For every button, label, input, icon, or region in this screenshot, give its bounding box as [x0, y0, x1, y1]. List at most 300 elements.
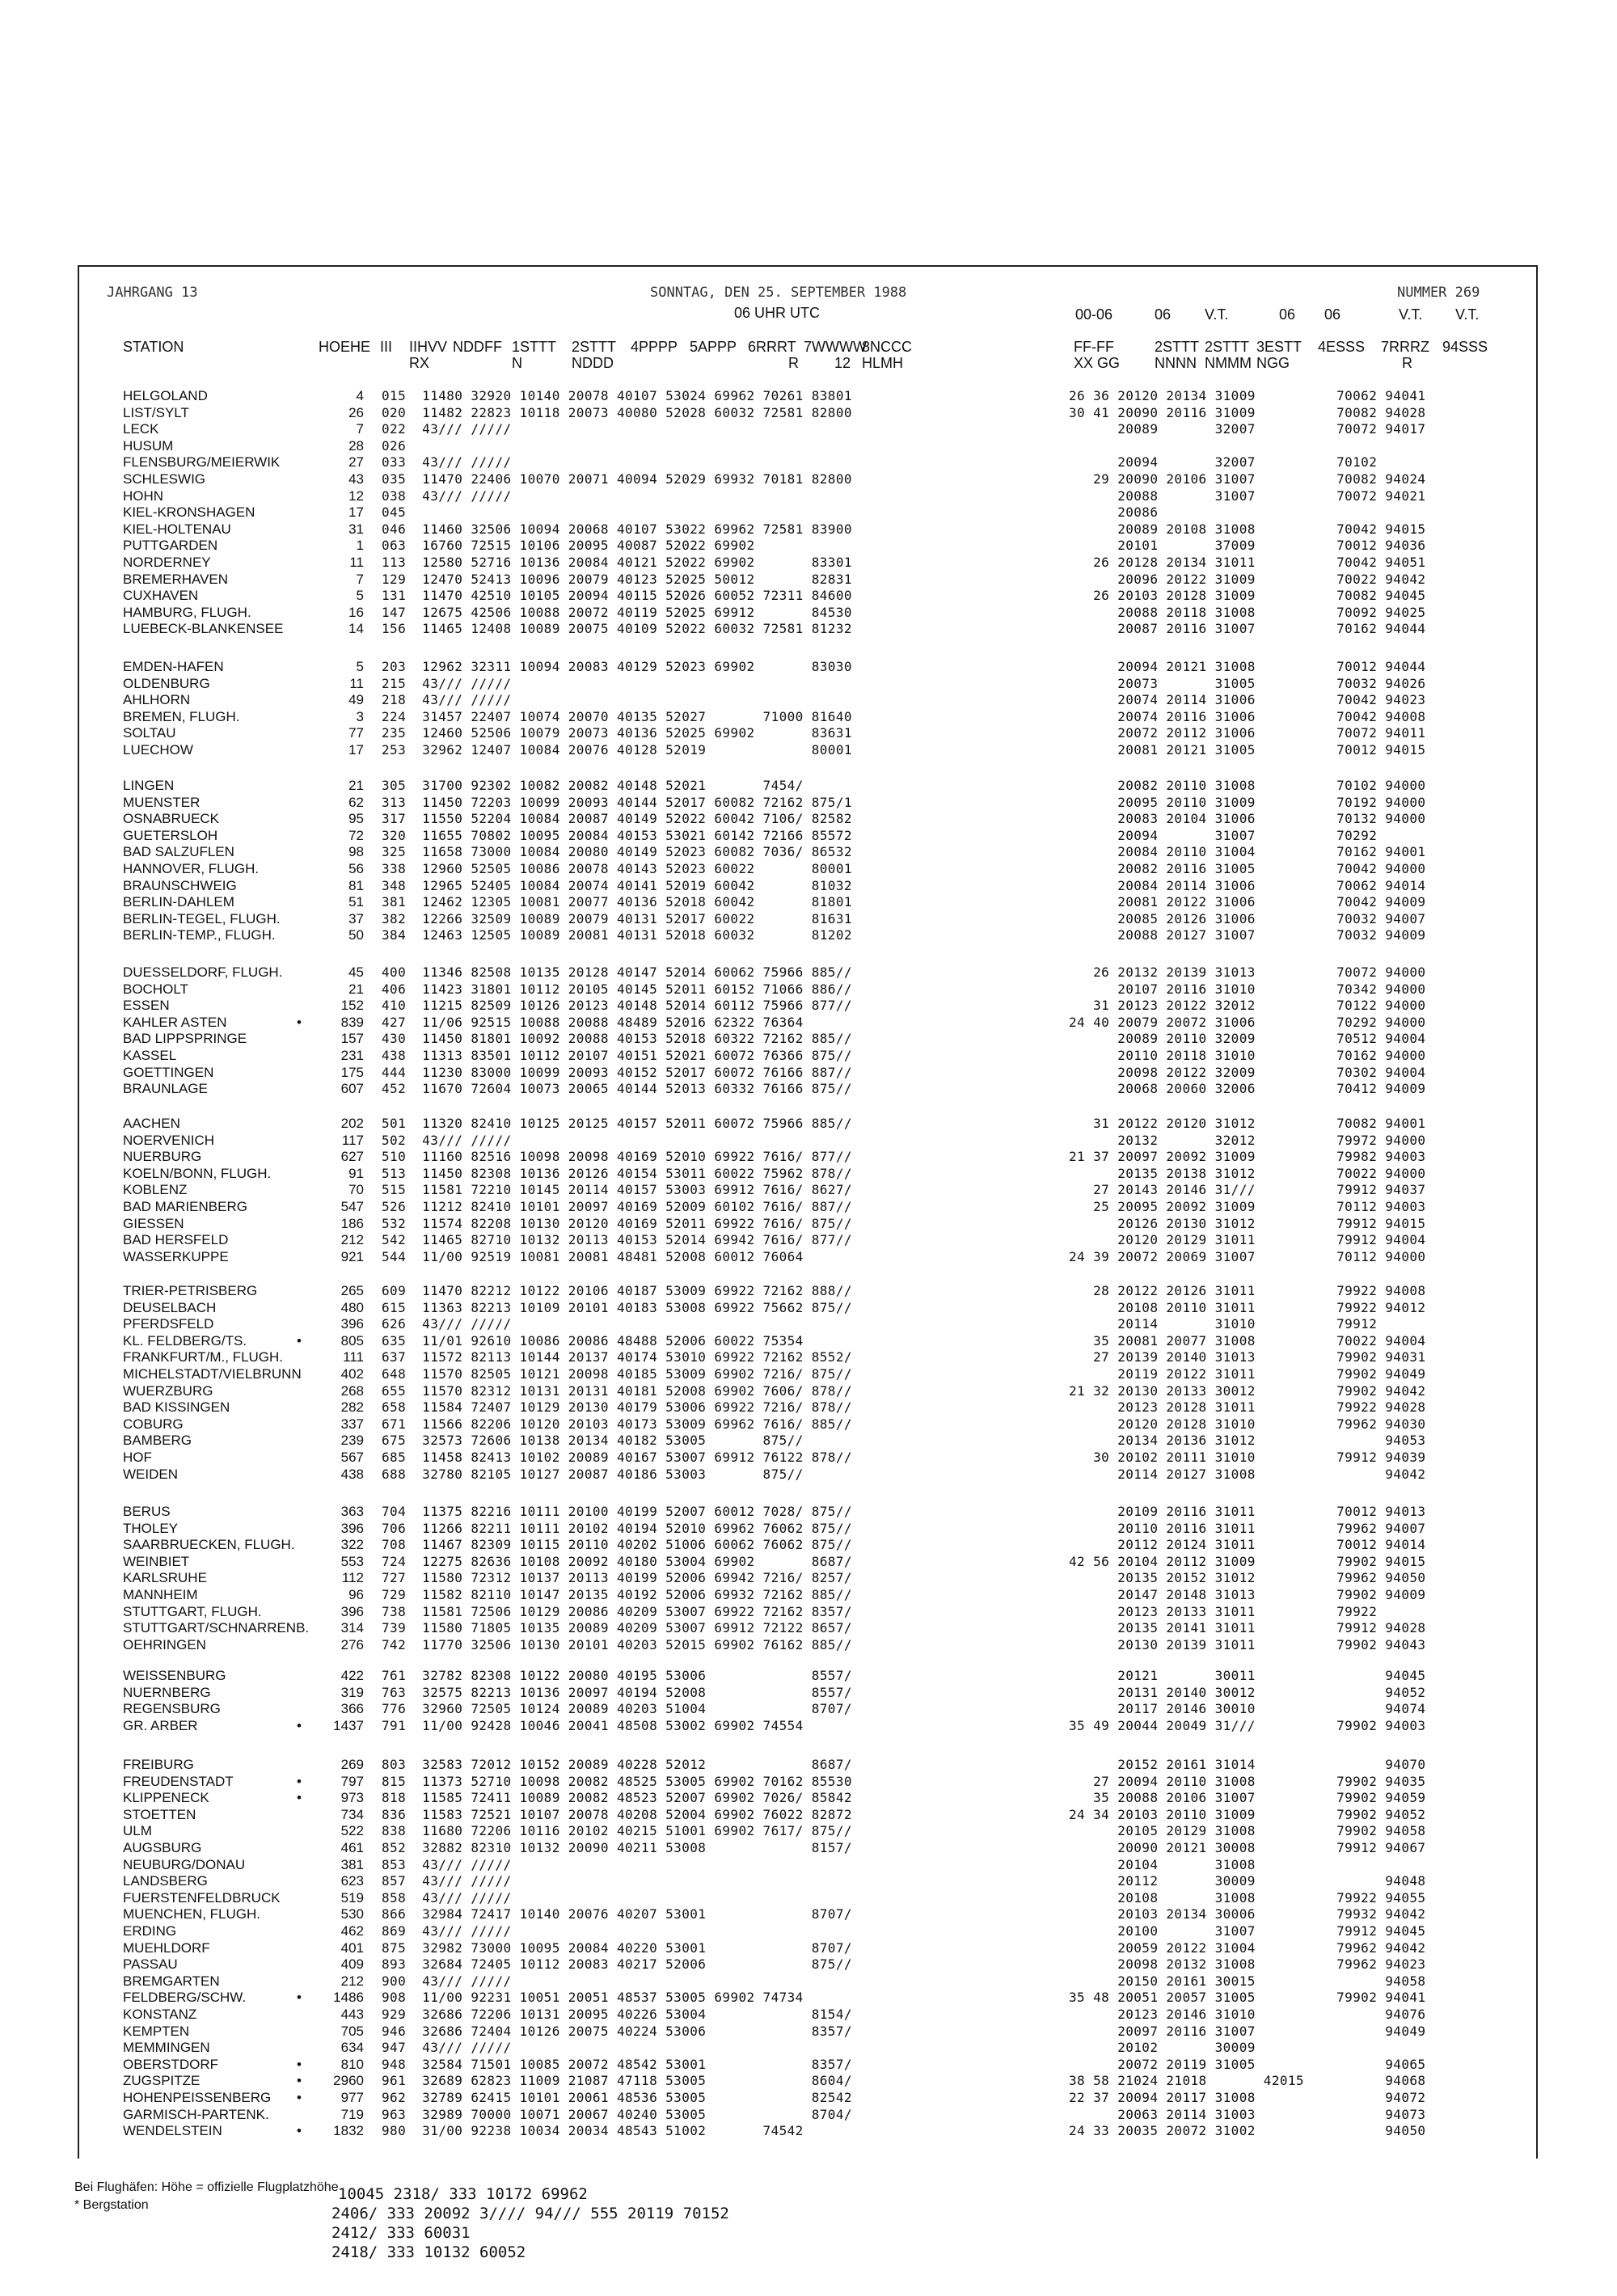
- observation-codes-06utc: 430 11450 81801 10092 20088 40153 52018 60322 72162 885//: [382, 1031, 852, 1046]
- observation-codes-supplement: 24 34 20103 20110 31009 79902 94052: [1069, 1807, 1426, 1822]
- column-header: 7RRRZ: [1381, 339, 1430, 355]
- observation-codes-supplement: 20102 30009: [1069, 2040, 1256, 2055]
- station-name: MUEHLDORF: [123, 1940, 210, 1956]
- mountain-station-marker: •: [297, 2123, 302, 2138]
- station-name: KONSTANZ: [123, 2007, 197, 2022]
- station-name: KL. FELDBERG/TS.: [123, 1333, 247, 1348]
- observation-codes-06utc: 626 43/// /////: [382, 1316, 512, 1332]
- observation-codes-supplement: 20112 20124 31011 70012 94014: [1069, 1537, 1426, 1552]
- station-height: 268: [340, 1383, 364, 1399]
- observation-codes-supplement: 20114 20127 31008 94042: [1069, 1467, 1426, 1482]
- station-name: FRANKFURT/M., FLUGH.: [123, 1349, 284, 1365]
- observation-codes-06utc: 015 11480 32920 10140 20078 40107 53024 69962 70261 83801: [382, 388, 852, 403]
- observation-codes-06utc: 502 43/// /////: [382, 1133, 512, 1148]
- station-height: 314: [340, 1620, 364, 1635]
- observation-codes-supplement: 20100 31007 79912 94045: [1069, 1923, 1426, 1939]
- station-name: NUERNBERG: [123, 1685, 211, 1700]
- station-name: FREIBURG: [123, 1757, 194, 1772]
- observation-codes-06utc: 513 11450 82308 10136 20126 40154 53011 60022 75962 878//: [382, 1166, 852, 1181]
- observation-codes-supplement: 20101 37009 70012 94036: [1069, 538, 1426, 553]
- station-height: 43: [348, 471, 364, 487]
- station-name: WEINBIET: [123, 1554, 190, 1569]
- station-name: BAD SALZUFLEN: [123, 844, 234, 859]
- station-name: BREMEN, FLUGH.: [123, 709, 240, 724]
- station-name: BAD KISSINGEN: [123, 1399, 230, 1415]
- observation-codes-supplement: 20081 20121 31005 70012 94015: [1069, 742, 1426, 758]
- observation-codes-supplement: 20089 32007 70072 94017: [1069, 421, 1426, 437]
- observation-codes-supplement: 20150 20161 30015 94058: [1069, 1973, 1426, 1989]
- station-height: 422: [340, 1668, 364, 1683]
- observation-codes-supplement: 20094 31007 70292: [1069, 828, 1378, 843]
- station-name: KARLSRUHE: [123, 1570, 207, 1585]
- observation-codes-06utc: 869 43/// /////: [382, 1923, 512, 1939]
- observation-codes-supplement: 35 48 20051 20057 31005 79902 94041: [1069, 1990, 1426, 2005]
- observation-codes-supplement: 20074 20114 31006 70042 94023: [1069, 692, 1426, 707]
- station-height: 28: [348, 438, 364, 454]
- observation-codes-supplement: 20084 20114 31006 70062 94014: [1069, 878, 1426, 893]
- station-name: BAMBERG: [123, 1433, 192, 1448]
- observation-codes-06utc: 853 43/// /////: [382, 1857, 512, 1872]
- observation-codes-supplement: 20132 32012 79972 94000: [1069, 1133, 1426, 1148]
- column-header: 5APPP: [690, 339, 737, 355]
- station-name: KAHLER ASTEN: [123, 1015, 227, 1030]
- station-height: 111: [343, 1349, 364, 1365]
- column-subheader: R: [1402, 355, 1412, 371]
- observation-codes-supplement: 20083 20104 31006 70132 94000: [1069, 811, 1426, 826]
- station-height: 567: [340, 1450, 364, 1465]
- observation-codes-06utc: 038 43/// /////: [382, 488, 512, 504]
- observation-codes-supplement: 31 20122 20120 31012 70082 94001: [1069, 1116, 1426, 1131]
- column-header: 94SSS: [1442, 339, 1488, 355]
- observation-codes-supplement: 20147 20148 31013 79902 94009: [1069, 1587, 1426, 1602]
- station-height: 21: [348, 778, 364, 793]
- station-name: BERLIN-DAHLEM: [123, 894, 234, 910]
- station-height: 396: [340, 1316, 364, 1332]
- observation-codes-supplement: 20090 20121 30008 79912 94067: [1069, 1840, 1426, 1855]
- observation-codes-supplement: 20120 20129 31011 79912 94004: [1069, 1232, 1426, 1247]
- station-name: HOF: [123, 1450, 152, 1465]
- station-height: 438: [340, 1467, 364, 1482]
- observation-codes-06utc: 406 11423 31801 10112 20105 40145 52011 60152 71066 886//: [382, 981, 852, 997]
- observation-codes-supplement: 20114 31010 79912: [1069, 1316, 1378, 1332]
- airport-height-note: Bei Flughäfen: Höhe = offizielle Flugplatzhöhe: [74, 2180, 339, 2194]
- observation-codes-supplement: 26 20128 20134 31011 70042 94051: [1069, 555, 1426, 570]
- station-height: 409: [340, 1956, 364, 1972]
- station-height: 152: [340, 998, 364, 1013]
- observation-codes-supplement: 25 20095 20092 31009 70112 94003: [1069, 1199, 1426, 1214]
- issue-number: NUMMER 269: [1397, 285, 1480, 301]
- station-name: SCHLESWIG: [123, 471, 206, 487]
- station-height: 157: [340, 1031, 364, 1046]
- station-height: 973: [340, 1790, 364, 1805]
- station-height: 5: [356, 659, 364, 674]
- station-height: 363: [340, 1504, 364, 1519]
- observation-codes-06utc: 963 32989 70000 10071 20067 40240 53005 8704/: [382, 2107, 852, 2122]
- station-height: 96: [348, 1587, 364, 1602]
- observation-codes-06utc: 763 32575 82213 10136 20097 40194 52008 8557/: [382, 1685, 852, 1700]
- column-header: 2STTT: [572, 339, 617, 355]
- observation-codes-supplement: 20087 20116 31007 70162 94044: [1069, 621, 1426, 636]
- station-height: 462: [340, 1923, 364, 1939]
- station-name: BAD HERSFELD: [123, 1232, 229, 1247]
- observation-codes-supplement: 20082 20110 31008 70102 94000: [1069, 778, 1426, 793]
- observation-codes-06utc: 203 12962 32311 10094 20083 40129 52023 69902 83030: [382, 659, 852, 674]
- station-height: 50: [348, 927, 364, 943]
- observation-codes-06utc: 026: [382, 438, 407, 454]
- observation-codes-supplement: 20135 20138 31012 70022 94000: [1069, 1166, 1426, 1181]
- observation-codes-06utc: 908 11/00 92231 10051 20051 48537 53005 69902 74734: [382, 1990, 804, 2005]
- station-height: 12: [348, 488, 364, 504]
- station-name: HANNOVER, FLUGH.: [123, 861, 260, 876]
- station-height: 623: [340, 1873, 364, 1889]
- column-header: 2STTT: [1205, 339, 1250, 355]
- station-name: LUEBECK-BLANKENSEE: [123, 621, 284, 636]
- station-column-header: STATION: [123, 339, 184, 355]
- observation-codes-supplement: 35 20081 20077 31008 70022 94004: [1069, 1333, 1426, 1348]
- station-name: NEUBURG/DONAU: [123, 1857, 246, 1872]
- observation-codes-supplement: 20109 20116 31011 70012 94013: [1069, 1504, 1426, 1519]
- station-height: 175: [340, 1065, 364, 1080]
- observation-codes-supplement: 20103 20134 30006 79932 94042: [1069, 1906, 1426, 1922]
- station-height: 443: [340, 2007, 364, 2022]
- observation-codes-06utc: 526 11212 82410 10101 20097 40169 52009 60102 7616/ 887//: [382, 1199, 852, 1214]
- hoehe-column-header: HOEHE: [319, 339, 371, 355]
- station-name: OBERSTDORF: [123, 2057, 219, 2072]
- observation-codes-supplement: 35 49 20044 20049 31/// 79902 94003: [1069, 1718, 1426, 1733]
- observation-codes-06utc: 900 43/// /////: [382, 1973, 512, 1989]
- observation-codes-supplement: 20085 20126 31006 70032 94007: [1069, 911, 1426, 926]
- observation-codes-supplement: 20110 20118 31010 70162 94000: [1069, 1048, 1426, 1063]
- observation-codes-supplement: 20086: [1069, 504, 1159, 520]
- mountain-station-marker: •: [297, 2073, 302, 2088]
- observation-codes-supplement: 22 37 20094 20117 31008 94072: [1069, 2090, 1426, 2105]
- observation-codes-06utc: 444 11230 83000 10099 20093 40152 52017 60072 76166 887//: [382, 1065, 852, 1080]
- observation-codes-06utc: 738 11581 72506 10129 20086 40209 53007 69922 72162 8357/: [382, 1604, 852, 1619]
- observation-codes-06utc: 815 11373 52710 10098 20082 48525 53005 69902 70162 85530: [382, 1774, 852, 1789]
- observation-codes-06utc: 313 11450 72203 10099 20093 40144 52017 60082 72162 875/1: [382, 795, 852, 810]
- mountain-station-marker: •: [297, 1790, 302, 1805]
- observation-codes-06utc: 675 32573 72606 10138 20134 40182 53005 875//: [382, 1433, 804, 1448]
- station-height: 5: [356, 588, 364, 603]
- observation-codes-supplement: 20108 20110 31011 79922 94012: [1069, 1300, 1426, 1315]
- station-name: STOETTEN: [123, 1807, 196, 1822]
- mountain-station-marker: •: [297, 1015, 302, 1030]
- station-height: 17: [348, 742, 364, 758]
- station-name: GUETERSLOH: [123, 828, 218, 843]
- station-height: 480: [340, 1300, 364, 1315]
- station-height: 95: [348, 811, 364, 826]
- column-header: 2STTT: [1155, 339, 1200, 355]
- observation-codes-06utc: 727 11580 72312 10137 20113 40199 52006 69942 7216/ 8257/: [382, 1570, 852, 1585]
- station-name: ESSEN: [123, 998, 170, 1013]
- observation-codes-06utc: 501 11320 82410 10125 20125 40157 52011 60072 75966 885//: [382, 1116, 852, 1131]
- observation-codes-supplement: 20089 20108 31008 70042 94015: [1069, 521, 1426, 537]
- station-height: 17: [348, 504, 364, 520]
- station-name: LECK: [123, 421, 159, 437]
- station-name: HELGOLAND: [123, 388, 208, 403]
- observation-codes-06utc: 635 11/01 92610 10086 20086 48488 52006 60022 75354: [382, 1333, 804, 1348]
- station-name: EMDEN-HAFEN: [123, 659, 224, 674]
- observation-codes-06utc: 761 32782 82308 10122 20080 40195 53006 8557/: [382, 1668, 852, 1683]
- station-height: 401: [340, 1940, 364, 1956]
- station-height: 117: [341, 1133, 364, 1148]
- observation-codes-supplement: 26 20103 20128 31009 70082 94045: [1069, 588, 1426, 603]
- station-height: 381: [340, 1857, 364, 1872]
- observation-codes-06utc: 708 11467 82309 10115 20110 40202 51006 60062 76062 875//: [382, 1537, 852, 1552]
- footer-code-line: 10045 2318/ 333 10172 69962: [338, 2185, 588, 2203]
- station-name: OSNABRUECK: [123, 811, 220, 826]
- observation-codes-06utc: 542 11465 82710 10132 20113 40153 52014 69942 7616/ 877//: [382, 1232, 852, 1247]
- station-height: 45: [348, 964, 364, 980]
- observation-codes-supplement: 20104 31008: [1069, 1857, 1256, 1872]
- station-height: 1486: [333, 1990, 364, 2005]
- station-name: LUECHOW: [123, 742, 193, 758]
- station-height: 265: [340, 1283, 364, 1298]
- observation-codes-06utc: 452 11670 72604 10073 20065 40144 52013 60332 76166 875//: [382, 1081, 852, 1096]
- observation-codes-supplement: 20095 20110 31009 70192 94000: [1069, 795, 1426, 810]
- station-name: WENDELSTEIN: [123, 2123, 222, 2138]
- station-height: 51: [348, 894, 364, 910]
- station-name: GOETTINGEN: [123, 1065, 214, 1080]
- observation-codes-supplement: 20120 20128 31010 79962 94030: [1069, 1416, 1426, 1432]
- station-name: OLDENBURG: [123, 676, 210, 691]
- group-header: V.T.: [1205, 306, 1229, 323]
- observation-codes-06utc: 305 31700 92302 10082 20082 40148 52021 7454/: [382, 778, 804, 793]
- station-name: GR. ARBER: [123, 1718, 198, 1733]
- station-name: NUERBURG: [123, 1149, 202, 1164]
- observation-codes-supplement: 35 20088 20106 31007 79902 94059: [1069, 1790, 1426, 1805]
- station-height: 3: [356, 709, 364, 724]
- observation-codes-06utc: 729 11582 82110 10147 20135 40192 52006 69932 72162 885//: [382, 1587, 852, 1602]
- observation-codes-supplement: 20096 20122 31009 70022 94042: [1069, 572, 1426, 587]
- observation-codes-06utc: 063 16760 72515 10106 20095 40087 52022 69902: [382, 538, 755, 553]
- observation-codes-06utc: 046 11460 32506 10094 20068 40107 53022 69962 72581 83900: [382, 521, 852, 537]
- station-name: LIST/SYLT: [123, 405, 189, 420]
- mountain-station-marker: •: [297, 2090, 302, 2105]
- station-name: KOELN/BONN, FLUGH.: [123, 1166, 272, 1181]
- station-height: 1832: [333, 2123, 364, 2138]
- observation-codes-06utc: 688 32780 82105 10127 20087 40186 53003 875//: [382, 1467, 804, 1482]
- column-subheader: N: [512, 355, 522, 371]
- station-name: HAMBURG, FLUGH.: [123, 605, 251, 620]
- station-name: KASSEL: [123, 1048, 177, 1063]
- observation-codes-06utc: 929 32686 72206 10131 20095 40226 53004 8154/: [382, 2007, 852, 2022]
- station-height: 366: [340, 1701, 364, 1716]
- observation-codes-supplement: 20088 20127 31007 70032 94009: [1069, 927, 1426, 943]
- station-name: HOHENPEISSENBERG: [123, 2090, 272, 2105]
- column-header: 4ESSS: [1318, 339, 1366, 355]
- group-header: V.T.: [1455, 306, 1480, 323]
- observation-codes-06utc: 020 11482 22823 10118 20073 40080 52028 60032 72581 82800: [382, 405, 852, 420]
- station-height: 72: [348, 828, 364, 843]
- group-header: 06: [1155, 306, 1172, 323]
- station-height: 805: [340, 1333, 364, 1348]
- station-name: KEMPTEN: [123, 2024, 190, 2039]
- observation-codes-06utc: 317 11550 52204 10084 20087 40149 52022 60042 7106/ 82582: [382, 811, 852, 826]
- observation-codes-supplement: 21 37 20097 20092 31009 79982 94003: [1069, 1149, 1426, 1164]
- station-height: 276: [340, 1637, 364, 1652]
- observation-codes-06utc: 147 12675 42506 10088 20072 40119 52025 69912 84530: [382, 605, 852, 620]
- observation-codes-06utc: 035 11470 22406 10070 20071 40094 52029 69932 70181 82800: [382, 471, 852, 487]
- station-height: 26: [348, 405, 364, 420]
- station-height: 282: [340, 1399, 364, 1415]
- observation-codes-supplement: 38 58 21024 21018 42015 94068: [1069, 2073, 1426, 2088]
- observation-codes-supplement: 20108 31008 79922 94055: [1069, 1890, 1426, 1906]
- observation-codes-supplement: 29 20090 20106 31007 70082 94024: [1069, 471, 1426, 487]
- station-name: STUTTGART/SCHNARRENB.: [123, 1620, 310, 1635]
- station-name: MUENSTER: [123, 795, 201, 810]
- observation-codes-supplement: 20072 20112 31006 70072 94011: [1069, 725, 1426, 741]
- observation-codes-06utc: 325 11658 73000 10084 20080 40149 52023 60082 7036/ 86532: [382, 844, 852, 859]
- observation-codes-06utc: 129 12470 52413 10096 20079 40123 52025 50012 82831: [382, 572, 852, 587]
- station-name: MANNHEIM: [123, 1587, 198, 1602]
- station-name: PASSAU: [123, 1956, 178, 1972]
- observation-codes-06utc: 131 11470 42510 10105 20094 40115 52026 60052 72311 84600: [382, 588, 852, 603]
- observation-codes-supplement: 20088 31007 70072 94021: [1069, 488, 1426, 504]
- mountain-station-marker: •: [297, 1333, 302, 1348]
- station-name: WUERZBURG: [123, 1383, 213, 1399]
- column-header: 1STTT: [512, 339, 557, 355]
- station-name: WEISSENBURG: [123, 1668, 226, 1683]
- observation-codes-06utc: 218 43/// /////: [382, 692, 512, 707]
- observation-codes-supplement: 20094 32007 70102: [1069, 454, 1378, 470]
- observation-codes-06utc: 609 11470 82212 10122 20106 40187 53009 69922 72162 888//: [382, 1283, 852, 1298]
- station-name: ERDING: [123, 1923, 177, 1939]
- station-height: 21: [348, 981, 364, 997]
- observation-codes-supplement: 20063 20114 31003 94073: [1069, 2107, 1426, 2122]
- group-header: 06: [1324, 306, 1341, 323]
- observation-codes-06utc: 381 12462 12305 10081 20077 40136 52018 60042 81801: [382, 894, 852, 910]
- observation-codes-06utc: 706 11266 82211 10111 20102 40194 52010 69962 76062 875//: [382, 1521, 852, 1536]
- station-height: 81: [348, 878, 364, 893]
- observation-codes-06utc: 893 32684 72405 10112 20083 40217 52006 875//: [382, 1956, 852, 1972]
- station-name: MUENCHEN, FLUGH.: [123, 1906, 261, 1922]
- observation-codes-supplement: 20134 20136 31012 94053: [1069, 1433, 1426, 1448]
- station-name: ZUGSPITZE: [123, 2073, 201, 2088]
- station-height: 231: [340, 1048, 364, 1063]
- station-height: 31: [348, 521, 364, 537]
- station-name: DUESSELDORF, FLUGH.: [123, 964, 283, 980]
- observation-codes-supplement: 20073 31005 70032 94026: [1069, 676, 1426, 691]
- observation-codes-06utc: 704 11375 82216 10111 20100 40199 52007 60012 7028/ 875//: [382, 1504, 852, 1519]
- station-name: FUERSTENFELDBRUCK: [123, 1890, 281, 1906]
- station-name: LANDSBERG: [123, 1873, 208, 1889]
- station-name: BOCHOLT: [123, 981, 188, 997]
- observation-codes-06utc: 637 11572 82113 10144 20137 40174 53010 69922 72162 8552/: [382, 1349, 852, 1365]
- station-name: FREUDENSTADT: [123, 1774, 234, 1789]
- station-name: PUTTGARDEN: [123, 538, 218, 553]
- station-name: COBURG: [123, 1416, 184, 1432]
- station-name: THOLEY: [123, 1521, 179, 1536]
- observation-codes-06utc: 739 11580 71805 10135 20089 40209 53007 69912 72122 8657/: [382, 1620, 852, 1635]
- station-name: BERUS: [123, 1504, 171, 1519]
- station-height: 396: [340, 1521, 364, 1536]
- station-name: WEIDEN: [123, 1467, 178, 1482]
- station-height: 402: [340, 1366, 364, 1382]
- station-height: 530: [340, 1906, 364, 1922]
- observation-codes-06utc: 776 32960 72505 10124 20089 40203 51004 8707/: [382, 1701, 852, 1716]
- station-height: 719: [340, 2107, 364, 2122]
- station-height: 98: [348, 844, 364, 859]
- observation-codes-06utc: 510 11160 82516 10098 20098 40169 52010 69922 7616/ 877//: [382, 1149, 852, 1164]
- column-header: 7WWWW: [804, 339, 867, 355]
- observation-codes-supplement: 26 20132 20139 31013 70072 94000: [1069, 964, 1426, 980]
- station-name: KIEL-HOLTENAU: [123, 521, 231, 537]
- observation-codes-06utc: 866 32984 72417 10140 20076 40207 53001 8707/: [382, 1906, 852, 1922]
- station-height: 319: [340, 1685, 364, 1700]
- station-height: 322: [340, 1537, 364, 1552]
- column-header: 6RRRT: [748, 339, 796, 355]
- mountain-station-note: * Bergstation: [74, 2198, 149, 2212]
- station-height: 810: [340, 2057, 364, 2072]
- observation-codes-06utc: 045: [382, 504, 407, 520]
- station-height: 1437: [333, 1718, 364, 1733]
- station-height: 4: [356, 388, 364, 403]
- observation-codes-supplement: 20119 20122 31011 79902 94049: [1069, 1366, 1426, 1382]
- observation-codes-supplement: 20081 20122 31006 70042 94009: [1069, 894, 1426, 910]
- observation-codes-06utc: 980 31/00 92238 10034 20034 48543 51002 74542: [382, 2123, 804, 2138]
- station-height: 522: [340, 1823, 364, 1838]
- observation-codes-supplement: 20112 30009 94048: [1069, 1873, 1426, 1889]
- mountain-station-marker: •: [297, 1774, 302, 1789]
- observation-codes-supplement: 27 20094 20110 31008 79902 94035: [1069, 1774, 1426, 1789]
- station-height: 91: [348, 1166, 364, 1181]
- observation-codes-supplement: 26 36 20120 20134 31009 70062 94041: [1069, 388, 1426, 403]
- observation-codes-supplement: 24 33 20035 20072 31002 94050: [1069, 2123, 1426, 2138]
- station-name: BERLIN-TEMP., FLUGH.: [123, 927, 276, 943]
- observation-codes-06utc: 320 11655 70802 10095 20084 40153 53021 60142 72166 85572: [382, 828, 852, 843]
- observation-codes-06utc: 858 43/// /////: [382, 1890, 512, 1906]
- station-name: DEUSELBACH: [123, 1300, 217, 1315]
- observation-codes-06utc: 113 12580 52716 10136 20084 40121 52022 69902 83301: [382, 555, 852, 570]
- station-height: 56: [348, 861, 364, 876]
- time-label: 06 UHR UTC: [734, 305, 821, 321]
- observation-codes-06utc: 615 11363 82213 10109 20101 40183 53008 69922 75662 875//: [382, 1300, 852, 1315]
- station-height: 62: [348, 795, 364, 810]
- observation-codes-supplement: 20152 20161 31014 94070: [1069, 1757, 1426, 1772]
- observation-codes-supplement: 20088 20118 31008 70092 94025: [1069, 605, 1426, 620]
- observation-codes-06utc: 947 43/// /////: [382, 2040, 512, 2055]
- station-name: HOHN: [123, 488, 164, 504]
- volume-label: JAHRGANG 13: [107, 285, 198, 301]
- station-name: OEHRINGEN: [123, 1637, 206, 1652]
- observation-codes-supplement: 20072 20119 31005 94065: [1069, 2057, 1426, 2072]
- column-subheader: HLMH: [862, 355, 904, 371]
- observation-codes-06utc: 946 32686 72404 10126 20075 40224 53006 8357/: [382, 2024, 852, 2039]
- column-header: 3ESTT: [1256, 339, 1302, 355]
- station-name: BREMERHAVEN: [123, 572, 229, 587]
- observation-codes-supplement: 20121 30011 94045: [1069, 1668, 1426, 1683]
- station-height: 547: [340, 1199, 364, 1214]
- observation-codes-06utc: 818 11585 72411 10089 20082 48523 52007 69902 7026/ 85842: [382, 1790, 852, 1805]
- station-height: 921: [340, 1249, 364, 1264]
- observation-codes-06utc: 742 11770 32506 10130 20101 40203 52015 69902 76162 885//: [382, 1637, 852, 1652]
- column-header: NDDFF: [453, 339, 502, 355]
- station-name: HUSUM: [123, 438, 174, 454]
- station-name: BRAUNSCHWEIG: [123, 878, 237, 893]
- observation-codes-06utc: 382 12266 32509 10089 20079 40131 52017 60022 81631: [382, 911, 852, 926]
- column-subheader: NGG: [1256, 355, 1290, 371]
- observation-codes-supplement: 20123 20133 31011 79922: [1069, 1604, 1378, 1619]
- station-height: 202: [340, 1116, 364, 1131]
- observation-codes-06utc: 836 11583 72521 10107 20078 40208 52004 69902 76022 82872: [382, 1807, 852, 1822]
- station-name: MICHELSTADT/VIELBRUNN: [123, 1366, 302, 1382]
- station-name: NORDERNEY: [123, 555, 211, 570]
- station-name: FLENSBURG/MEIERWIK: [123, 454, 281, 470]
- station-height: 627: [340, 1149, 364, 1164]
- observation-codes-06utc: 648 11570 82505 10121 20098 40185 53009 69902 7216/ 875//: [382, 1366, 852, 1382]
- observation-codes-06utc: 838 11680 72206 10116 20102 40215 51001 69902 7617/ 875//: [382, 1823, 852, 1838]
